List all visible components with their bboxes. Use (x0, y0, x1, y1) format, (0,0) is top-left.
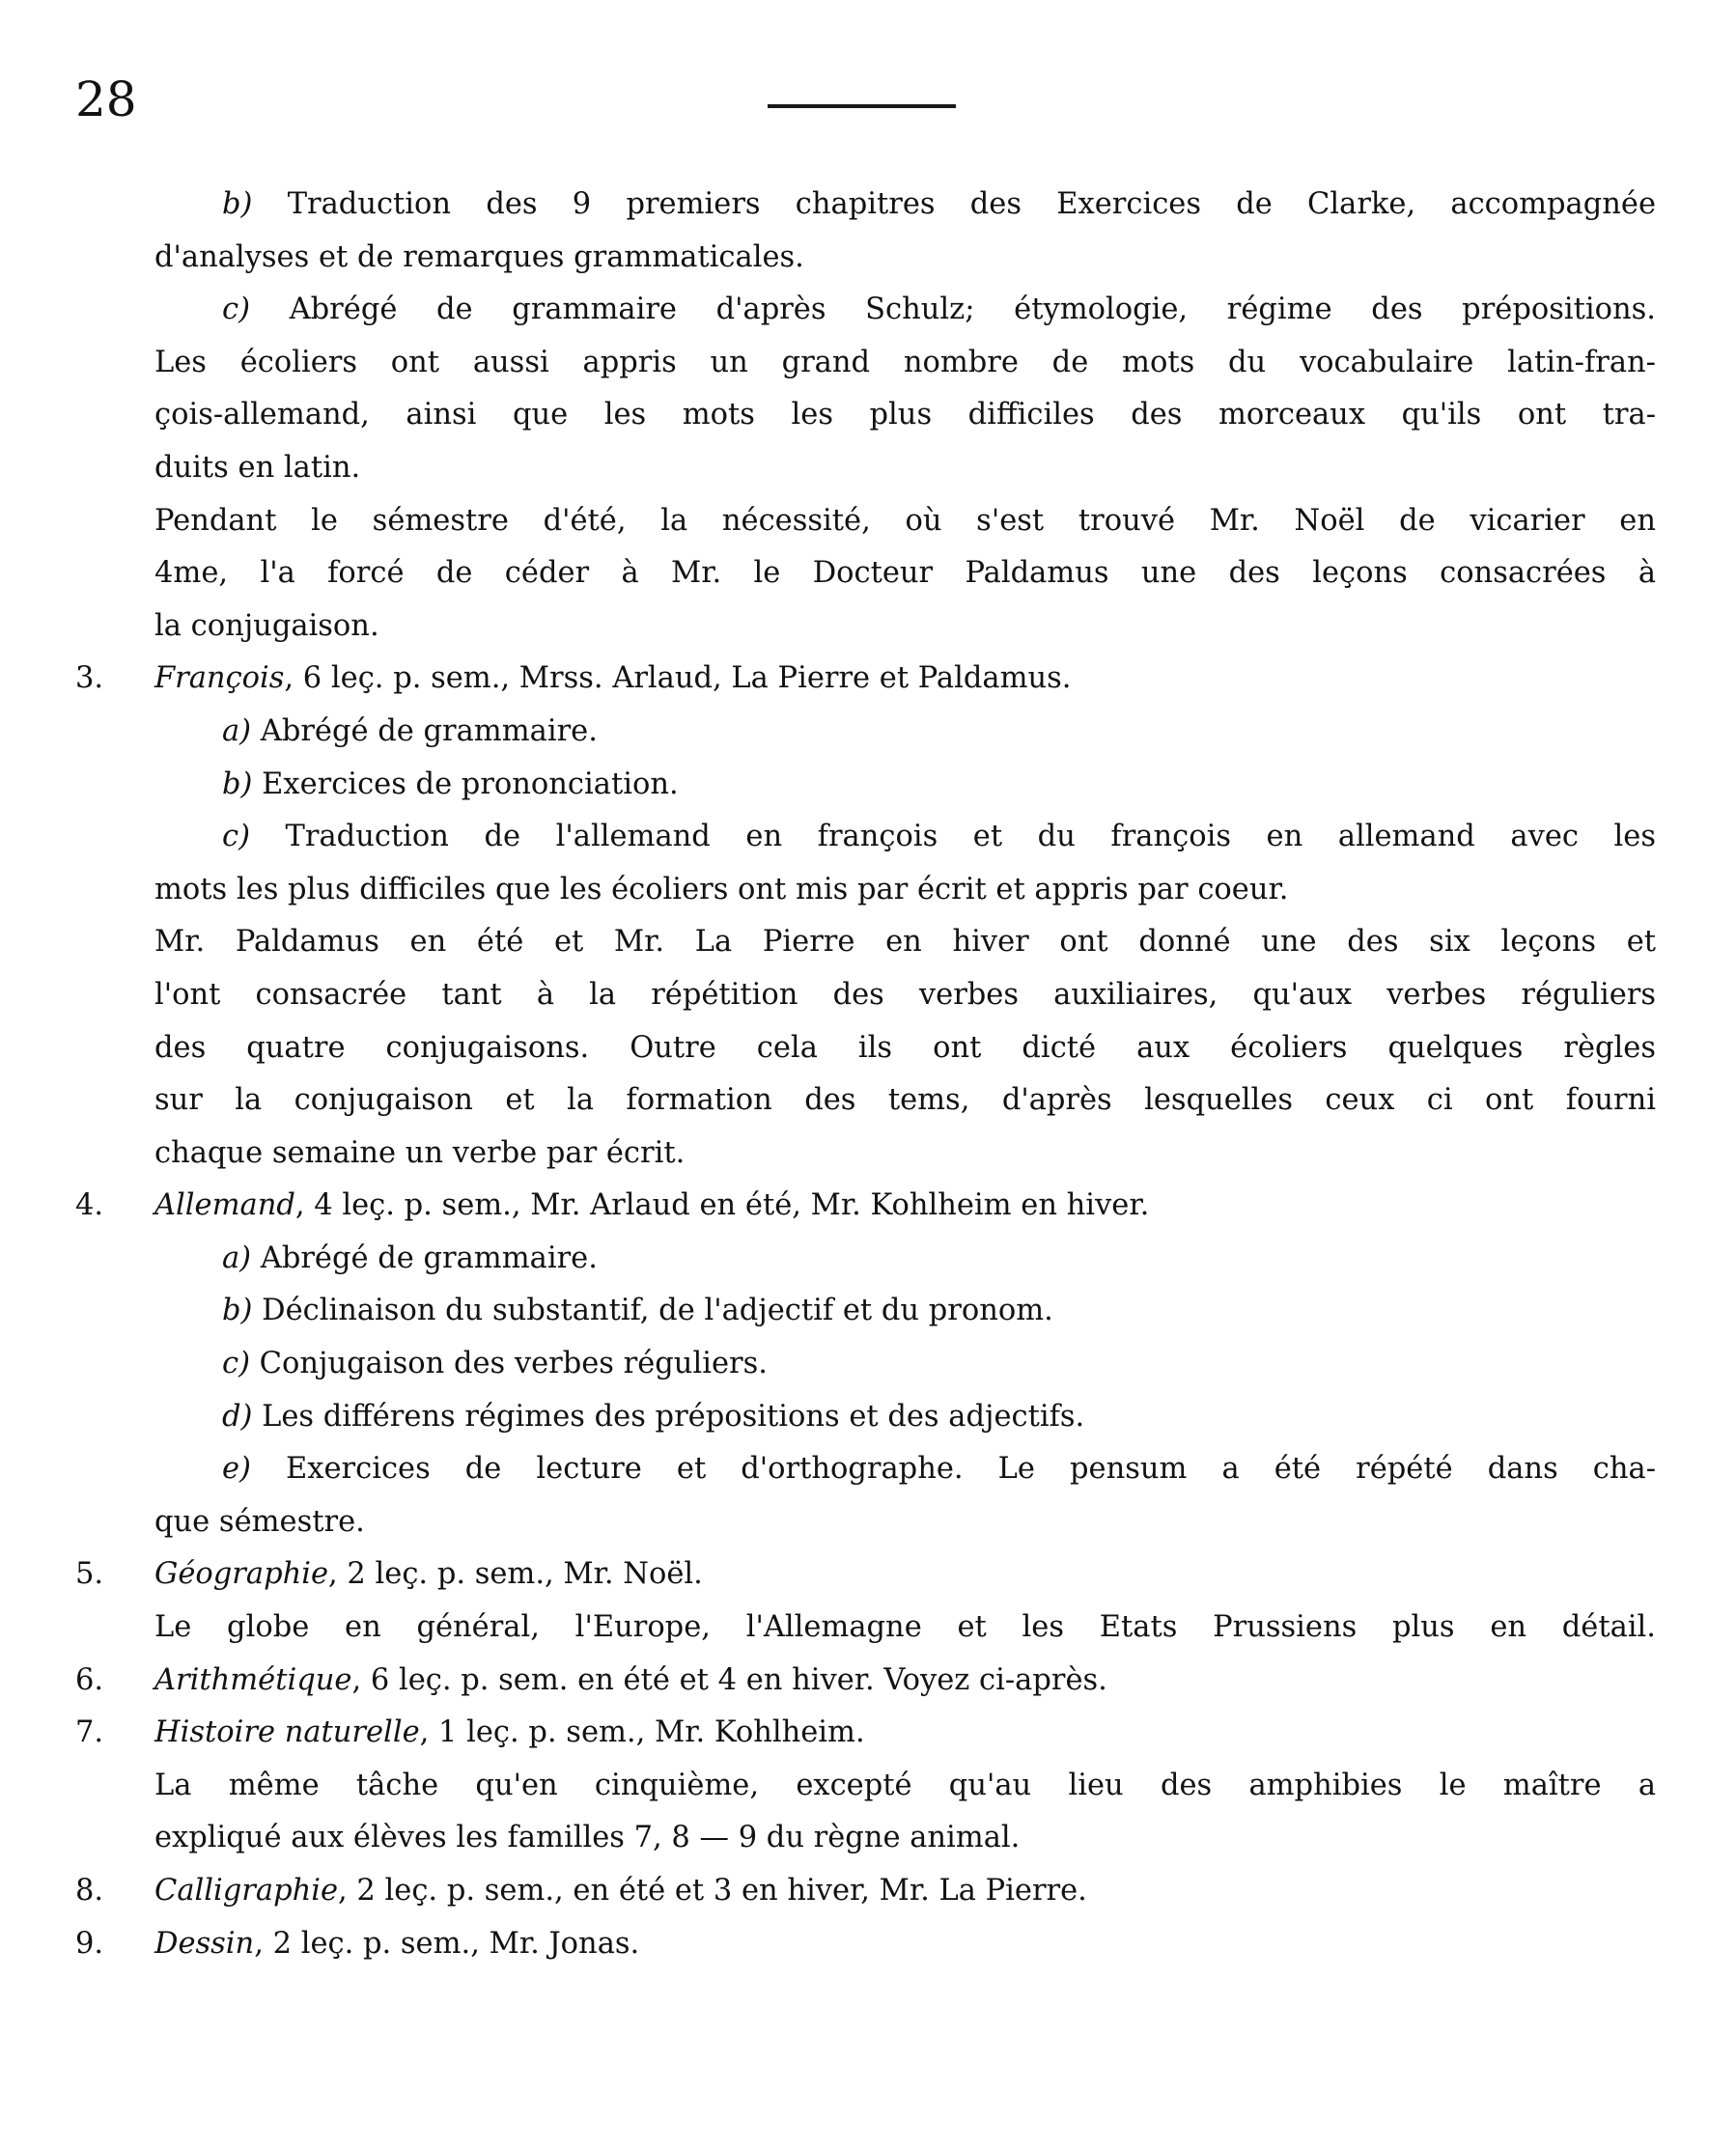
line-content (222, 284, 1656, 337)
subject-label: Géographie (154, 1557, 329, 1592)
line-text: expliqué aux élèves les familles 7, 8 — 9 du règne animal. (154, 1821, 1021, 1855)
text-line (154, 1602, 1656, 1655)
item-marker: c) (222, 820, 250, 854)
line-text: La même tâche qu'en cinquième, excepté qu'au lieu des amphibies le maître a (154, 1768, 1656, 1802)
text-line (154, 759, 1656, 812)
text-line (154, 1496, 1656, 1549)
section-heading (75, 1865, 1656, 1918)
item-marker: c) (222, 1347, 250, 1381)
lines-container (75, 179, 1656, 1970)
line-content (222, 1400, 1084, 1434)
subject-label: Calligraphie (154, 1874, 339, 1908)
line-content (222, 767, 679, 801)
text-line (154, 1812, 1656, 1865)
line-content (154, 1874, 1087, 1908)
text-line (154, 1338, 1656, 1391)
item-marker: b) (222, 766, 253, 801)
subject-label: Dessin (154, 1926, 255, 1961)
line-text: Déclinaison du substantif, de l'adjectif et du pronom. (252, 1294, 1053, 1328)
line-text: chaque semaine un verbe par écrit. (154, 1135, 686, 1170)
line-content (154, 661, 1072, 695)
text-line (154, 969, 1656, 1022)
line-content (154, 1602, 1656, 1655)
text-line (154, 706, 1656, 759)
line-text: duits en latin. (154, 450, 361, 485)
text-line (154, 864, 1656, 917)
text-line (154, 916, 1656, 969)
item-marker: a) (222, 713, 252, 748)
line-content (222, 714, 598, 748)
line-text: , 2 leç. p. sem., Mr. Jonas. (254, 1926, 640, 1961)
text-line (154, 284, 1656, 337)
item-marker: c) (222, 293, 250, 327)
text-line (154, 600, 1656, 654)
line-text: , 4 leç. p. sem., Mr. Arlaud en été, Mr. Kohlheim en hiver. (294, 1188, 1150, 1223)
section-heading (75, 1707, 1656, 1760)
section-heading (75, 1918, 1656, 1971)
text-line (154, 495, 1656, 548)
section-number: 8. (75, 1874, 104, 1908)
text-line (154, 442, 1656, 495)
section-heading (75, 1655, 1656, 1708)
line-content (154, 495, 1656, 548)
line-text: Mr. Paldamus en été et Mr. La Pierre en hiver ont donné une des six leçons et (154, 925, 1656, 960)
line-text: d'analyses et de remarques grammaticales. (154, 239, 804, 274)
item-marker: e) (222, 1452, 251, 1487)
line-content (154, 969, 1656, 1022)
line-text: Les écoliers ont aussi appris un grand nombre de mots du vocabulaire latin-fran- (154, 345, 1656, 379)
section-heading (75, 653, 1656, 706)
line-text: Exercices de lecture et d'orthographe. Le pensum a été répété dans cha- (250, 1452, 1656, 1487)
text-line (154, 1022, 1656, 1075)
section-heading (75, 1548, 1656, 1602)
line-text: Traduction des 9 premiers chapitres des Exercices de Clarke, accompagnée (252, 187, 1656, 221)
line-text: Traduction de l'allemand en françois et du françois en allemand avec les (249, 820, 1656, 854)
item-marker: a) (222, 1240, 252, 1275)
section-number: 4. (75, 1188, 104, 1223)
text-line (154, 389, 1656, 442)
text-line (154, 337, 1656, 390)
line-text: sur la conjugaison et la formation des tems, d'après lesquelles ceux ci ont fourni (154, 1083, 1656, 1118)
line-text: , 2 leç. p. sem., en été et 3 en hiver, Mr. La Pierre. (338, 1874, 1087, 1908)
line-content (154, 609, 379, 643)
line-content (154, 916, 1656, 969)
line-content (222, 179, 1656, 232)
text-line (154, 1074, 1656, 1128)
line-text: , 2 leç. p. sem., Mr. Noël. (328, 1557, 703, 1592)
line-content (154, 1715, 865, 1749)
item-marker: d) (222, 1399, 253, 1434)
line-content (154, 389, 1656, 442)
subject-label: Histoire naturelle (154, 1715, 420, 1750)
line-content (154, 240, 804, 274)
line-content (154, 1022, 1656, 1075)
text-line (154, 811, 1656, 864)
body-text (75, 179, 1656, 1970)
line-text: Pendant le sémestre d'été, la nécessité, où s'est trouvé Mr. Noël de vicarier en (154, 503, 1656, 538)
line-content (154, 337, 1656, 390)
line-text: que sémestre. (154, 1504, 365, 1539)
line-content (154, 1505, 365, 1539)
line-content (154, 1821, 1020, 1854)
line-text: Abrégé de grammaire. (251, 1240, 598, 1275)
section-number: 3. (75, 661, 104, 696)
text-line (154, 1760, 1656, 1813)
line-content (154, 1927, 639, 1961)
line-text: Le globe en général, l'Europe, l'Allemagne et les Etats Prussiens plus en détail. (154, 1610, 1656, 1645)
line-content (154, 451, 360, 485)
header-rule (768, 104, 956, 108)
line-content (222, 811, 1656, 864)
subject-label: François (154, 661, 285, 696)
text-line (154, 1285, 1656, 1338)
subject-label: Arithmétique (154, 1662, 352, 1697)
line-content (154, 1188, 1149, 1222)
line-content (222, 1294, 1053, 1327)
line-content (154, 547, 1656, 600)
item-marker: b) (222, 1294, 253, 1328)
text-line (154, 1128, 1656, 1181)
line-content (154, 1663, 1107, 1697)
line-text: , 6 leç. p. sem., Mrss. Arlaud, La Pierre et Paldamus. (284, 661, 1072, 696)
line-text: Abrégé de grammaire. (251, 713, 598, 748)
line-text: Exercices de prononciation. (252, 766, 679, 801)
section-number: 5. (75, 1557, 104, 1592)
line-text: l'ont consacrée tant à la répétition des verbes auxiliaires, qu'aux verbes réguliers (154, 977, 1656, 1012)
line-text: mots les plus difficiles que les écoliers ont mis par écrit et appris par coeur. (154, 872, 1289, 906)
section-heading (75, 1180, 1656, 1233)
line-content (154, 1136, 685, 1170)
text-line (154, 179, 1656, 232)
line-text: la conjugaison. (154, 608, 379, 643)
section-number: 7. (75, 1715, 104, 1750)
line-text: , 1 leç. p. sem., Mr. Kohlheim. (419, 1715, 865, 1750)
line-text: Abrégé de grammaire d'après Schulz; étymologie, régime des prépositions. (249, 293, 1656, 327)
line-content (222, 1241, 598, 1275)
page-number: 28 (75, 71, 137, 127)
line-text: Conjugaison des verbes réguliers. (249, 1347, 768, 1381)
text-line (154, 547, 1656, 600)
line-content (154, 1074, 1656, 1128)
line-content (222, 1347, 768, 1380)
line-text: , 6 leç. p. sem. en été et 4 en hiver. Voyez ci-après. (351, 1662, 1107, 1697)
line-content (154, 1557, 703, 1591)
line-text: 4me, l'a forcé de céder à Mr. le Docteur Paldamus une des leçons consacrées à (154, 556, 1656, 591)
line-text: des quatre conjugaisons. Outre cela ils ont dicté aux écoliers quelques règles (154, 1030, 1656, 1065)
section-number: 6. (75, 1662, 104, 1697)
subject-label: Allemand (154, 1188, 295, 1223)
line-content (222, 1443, 1656, 1496)
text-line (154, 1233, 1656, 1286)
item-marker: b) (222, 187, 253, 221)
line-content (154, 873, 1288, 906)
text-line (154, 1391, 1656, 1444)
line-content (154, 1760, 1656, 1813)
text-line (154, 232, 1656, 285)
section-number: 9. (75, 1926, 104, 1961)
line-text: çois-allemand, ainsi que les mots les plus difficiles des morceaux qu'ils ont tra- (154, 398, 1656, 432)
text-line (154, 1443, 1656, 1496)
line-text: Les différens régimes des prépositions et des adjectifs. (252, 1399, 1085, 1434)
